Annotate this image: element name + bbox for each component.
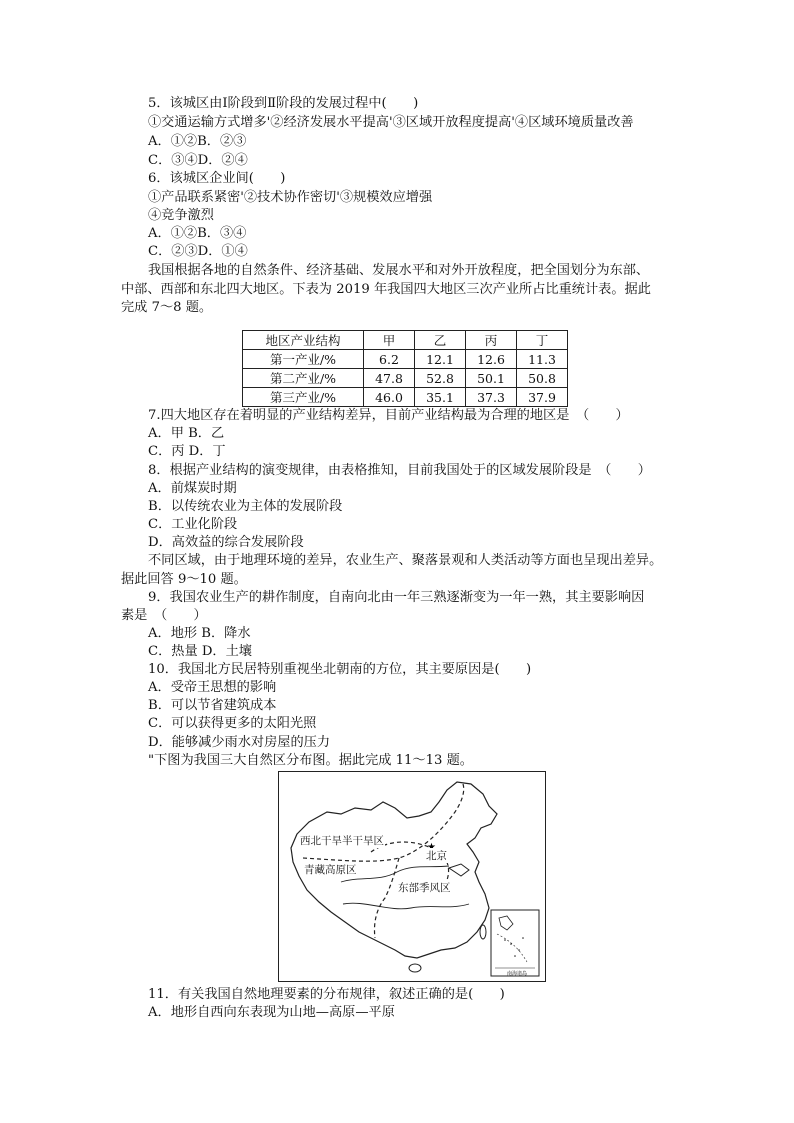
table-cell: 46.0 [364,388,415,407]
question-9-stem-cont: 素是 （ ） [121,608,207,623]
question-5-options: ①交通运输方式增多'②经济发展水平提高'③区域开放程度提高'④区域环境质量改善 [148,115,634,130]
passage-9-10-line-1: 不同区域，由于地理环境的差异，农业生产、聚落景观和人类活动等方面也呈现出差异。 [148,553,663,568]
passage-9-10-line-2: 据此回答 9～10 题。 [121,572,247,587]
table-cell: 50.8 [517,369,568,388]
question-6-choice-cd: C．②③D．①④ [148,244,248,259]
table-cell: 6.2 [364,350,415,369]
label-qingzang-plateau-region: 青藏高原区 [304,864,357,876]
question-8-stem: 8．根据产业结构的演变规律，由表格推知，目前我国处于的区域发展阶段是 （ ） [148,463,651,478]
question-5-choice-cd: C．③④D．②④ [148,153,248,168]
table-cell: 37.3 [466,388,517,407]
question-8-choice-a: A．前煤炭时期 [148,481,237,496]
table-cell: 35.1 [415,388,466,407]
table-cell: 第三产业/% [243,388,364,407]
table-row [243,369,568,388]
label-northwest-arid-region: 西北干旱半干旱区 [300,835,384,847]
passage-7-8-line-2: 中部、西部和东北四大地区。下表为 2019 年我国四大地区三次产业所占比重统计表。据此 [121,282,651,297]
question-10-stem: 10．我国北方民居特别重视坐北朝南的方位，其主要原因是( ) [148,662,532,677]
table-cell: 12.6 [466,350,517,369]
table-header-cell: 地区产业结构 [243,331,364,350]
question-8-choice-c: C．工业化阶段 [148,517,238,532]
question-8-choice-b: B．以传统农业为主体的发展阶段 [148,499,343,514]
question-6-option-4: ④竞争激烈 [148,208,214,223]
passage-7-8-line-1: 我国根据各地的自然条件、经济基础、发展水平和对外开放程度，把全国划分为东部、 [148,263,650,278]
table-row [243,388,568,407]
inset-caption-south-china-sea: 南海诸岛 [507,971,528,977]
table-header-cell: 丙 [466,331,517,350]
question-6-choice-ab: A．①②B．③④ [148,226,247,241]
question-11-stem: 11．有关我国自然地理要素的分布规律，叙述正确的是( ) [148,987,505,1002]
table-header-cell: 乙 [415,331,466,350]
table-cell: 37.9 [517,388,568,407]
question-5-choice-ab: A．①②B．②③ [148,134,247,149]
table-row [243,350,568,369]
question-6-stem: 6．该城区企业间( ) [148,171,286,186]
question-7-choice-cd: C．丙 D．丁 [148,444,226,459]
table-cell: 第二产业/% [243,369,364,388]
label-beijing: 北京 [426,850,447,862]
question-10-choice-a: A．受帝王思想的影响 [148,680,277,695]
question-5-stem: 5．该城区由Ⅰ阶段到Ⅱ阶段的发展过程中( ) [148,96,419,111]
question-6-options: ①产品联系紧密'②技术协作密切'③规模效应增强 [148,190,433,205]
table-header-cell: 甲 [364,331,415,350]
question-10-choice-b: B．可以节省建筑成本 [148,698,277,713]
table-header-row [243,331,568,350]
passage-7-8-line-3: 完成 7～8 题。 [121,300,213,315]
table-cell: 第一产业/% [243,350,364,369]
table-cell: 47.8 [364,369,415,388]
question-9-choice-cd: C．热量 D．土壤 [148,644,252,659]
question-7-choice-ab: A．甲 B．乙 [148,426,225,441]
question-9-choice-ab: A．地形 B．降水 [148,626,251,641]
question-7-stem: 7.四大地区存在着明显的产业结构差异，目前产业结构最为合理的地区是 （ ） [148,408,629,423]
table-cell: 11.3 [517,350,568,369]
question-10-choice-c: C．可以获得更多的太阳光照 [148,716,317,731]
industry-structure-table [242,330,568,407]
question-9-stem: 9．我国农业生产的耕作制度，自南向北由一年三熟逐渐变为一年一熟，其主要影响因 [148,590,645,605]
question-11-choice-a: A．地形自西向东表现为山地—高原—平原 [148,1005,395,1020]
question-10-choice-d: D．能够减少雨水对房屋的压力 [148,735,331,750]
table-cell: 12.1 [415,350,466,369]
table-cell: 52.8 [415,369,466,388]
label-eastern-monsoon-region: 东部季风区 [398,882,451,894]
question-8-choice-d: D．高效益的综合发展阶段 [148,535,304,550]
china-natural-regions-map [278,771,546,982]
table-cell: 50.1 [466,369,517,388]
table-header-cell: 丁 [517,331,568,350]
passage-11-13: "下图为我国三大自然区分布图。据此完成 11～13 题。 [148,753,473,768]
